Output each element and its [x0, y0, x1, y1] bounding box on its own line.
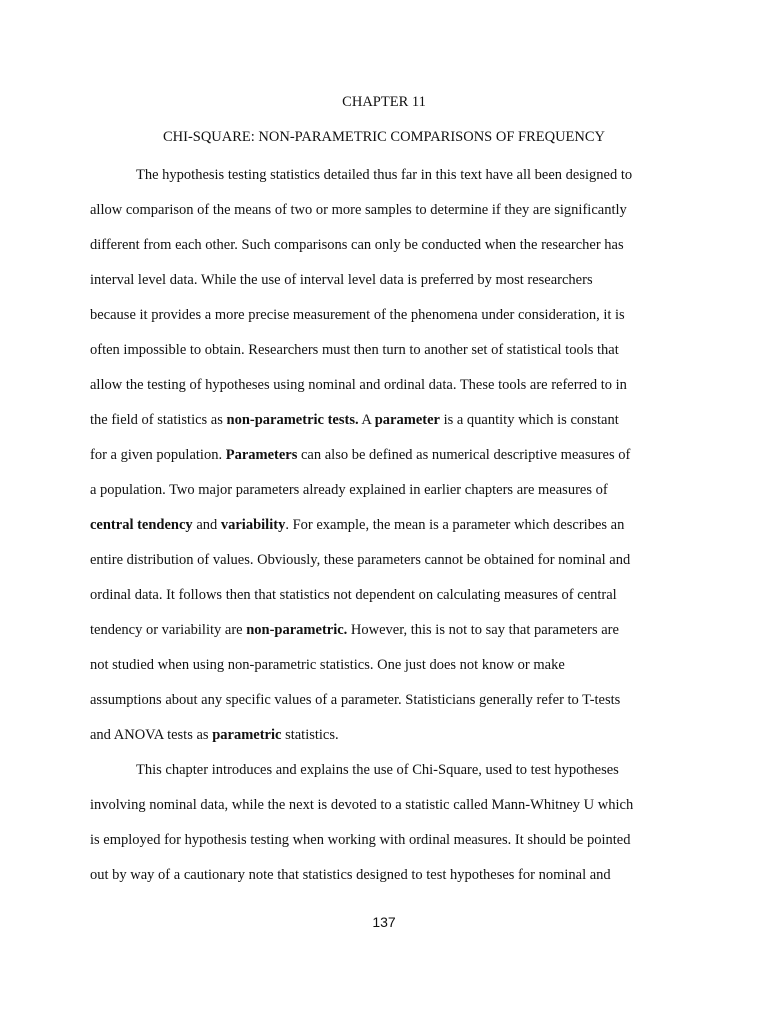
line-text: However, this is not to say that parameters are — [347, 622, 619, 638]
line-text: can also be defined as numerical descriptive measures of — [297, 447, 631, 463]
body-line: allow comparison of the means of two or more samples to determine if they are significantly — [90, 202, 627, 218]
line-text: . For example, the mean is a parameter which describes an — [285, 517, 625, 533]
body-line — [90, 411, 619, 429]
body-line: is employed for hypothesis testing when working with ordinal measures. It should be pointed — [90, 832, 631, 848]
body-line: a population. Two major parameters already explained in earlier chapters are measures of — [90, 482, 608, 498]
body-line — [90, 621, 619, 639]
line-text: and ANOVA tests as — [90, 727, 213, 743]
body-line: involving nominal data, while the next is devoted to a statistic called Mann-Whitney U which — [90, 797, 634, 813]
body-line: ordinal data. It follows then that statistics not dependent on calculating measures of central — [90, 587, 617, 603]
bold-term-central-tendency: central tendency — [90, 517, 193, 533]
body-line: because it provides a more precise measurement of the phenomena under consideration, it is — [90, 307, 625, 323]
line-text: A — [358, 412, 375, 428]
body-line: This chapter introduces and explains the use of Chi-Square, used to test hypotheses — [136, 762, 619, 778]
line-text: and — [192, 517, 221, 533]
page-number: 137 — [372, 914, 396, 930]
body-line: The hypothesis testing statistics detailed thus far in this text have all been designed to — [136, 167, 633, 183]
bold-term-parameter: parameter — [374, 412, 440, 428]
line-text: tendency or variability are — [90, 622, 247, 638]
body-line: interval level data. While the use of interval level data is preferred by most researchers — [90, 272, 593, 288]
line-text: statistics. — [281, 727, 339, 743]
body-line: not studied when using non-parametric statistics. One just does not know or make — [90, 657, 565, 673]
bold-term-non-parametric-tests: non-parametric tests. — [226, 412, 359, 428]
body-line: allow the testing of hypotheses using nominal and ordinal data. These tools are referred to in — [90, 377, 627, 393]
body-line: different from each other. Such comparisons can only be conducted when the researcher has — [90, 237, 624, 253]
body-line — [90, 516, 624, 534]
chapter-title: CHI-SQUARE: NON-PARAMETRIC COMPARISONS OF FREQUENCY — [162, 129, 606, 145]
line-text: for a given population. — [90, 447, 226, 463]
bold-term-parametric: parametric — [212, 727, 282, 743]
chapter-number: CHAPTER 11 — [342, 94, 426, 110]
body-line — [90, 726, 339, 744]
bold-term-non-parametric: non-parametric. — [246, 622, 348, 638]
line-text: the field of statistics as — [90, 412, 227, 428]
body-line: assumptions about any specific values of a parameter. Statisticians generally refer to T-tests — [90, 692, 621, 708]
bold-term-parameters: Parameters — [225, 447, 298, 463]
line-text: is a quantity which is constant — [439, 412, 619, 428]
body-line: often impossible to obtain. Researchers must then turn to another set of statistical tools that — [90, 342, 619, 358]
body-line: entire distribution of values. Obviously, these parameters cannot be obtained for nominal and — [90, 552, 631, 568]
bold-term-variability: variability — [220, 517, 286, 533]
body-line — [90, 446, 630, 464]
body-line: out by way of a cautionary note that statistics designed to test hypotheses for nominal and — [90, 867, 611, 883]
